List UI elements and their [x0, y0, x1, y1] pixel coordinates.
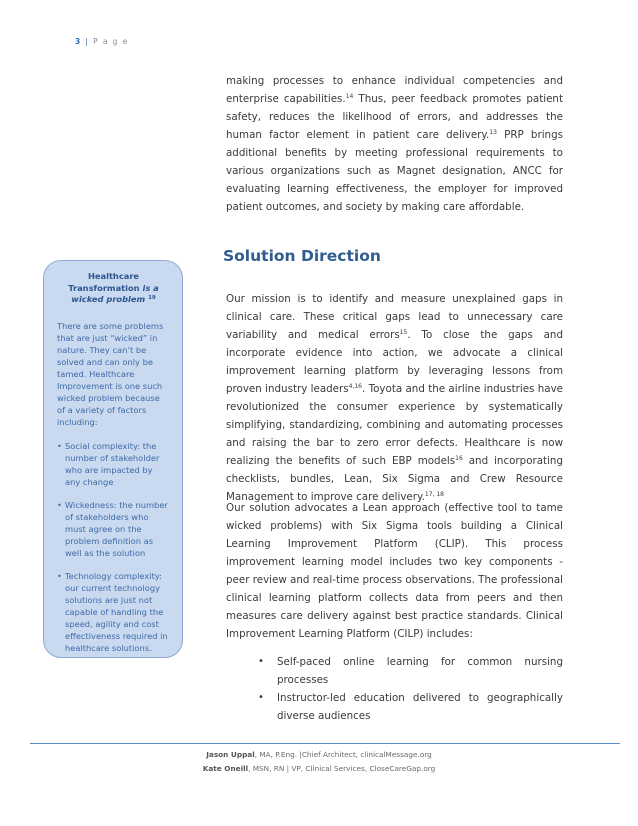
solution-text: Our solution advocates a Lean approach (effective tool to tame wicked problems) with Six Sigma tools building a Clinical Learning Improvement Platform (CLIP). This process improvement learning model includes two key components - peer review and real-time process observations. The professional clinical learning platform collects data from peers and then measures care delivery against best practice standards. Clinical Improvement Learning Platform (CILP) includes: [226, 502, 563, 640]
footer-line-author-2 [0, 764, 638, 773]
cilp-bullet-list [256, 653, 563, 725]
bullet-icon: • [57, 440, 62, 451]
list-item-text: Social complexity: the number of stakeholder who are impacted by any change [65, 440, 160, 487]
intro-text-3: PRP brings additional benefits by meeting professional requirements to various organizations such as Magnet designation, ANCC for evaluating learning effectiveness, the employer for improved patient outcomes, and society by making care affordable. [226, 129, 563, 213]
citation: 19 [148, 295, 156, 301]
author-details: , MA, P.Eng. |Chief Architect, clinicalMessage.org [254, 750, 432, 759]
mission-text-1: Our mission is to identify and measure unexplained gaps in clinical care. These critical gaps lead to unnecessary care variability and medical errors [226, 293, 563, 341]
author-details: , MSN, RN | VP, Clinical Services, CloseCareGap.org [248, 764, 436, 773]
sidebar-title [57, 271, 170, 306]
sidebar-title-emphasis: is a wicked problem [71, 282, 159, 304]
list-item-text: Wickedness: the number of stakeholders who must agree on the problem definition as well as the solution [65, 499, 168, 558]
list-item-text: Technology complexity: our current technology solutions are just not capable of handling the speed, agility and cost effectiveness required in healthcare solutions. [65, 570, 168, 653]
footer-line-author-1 [0, 750, 638, 759]
citation: 16 [455, 455, 463, 462]
bullet-icon: • [57, 570, 62, 581]
sidebar-paragraph: There are some problems that are just “wicked” in nature. They can’t be solved and can only be tamed. Healthcare Improvement is one such wicked problem because of a variety of factors including: [57, 320, 164, 427]
list-item [256, 653, 563, 689]
mission-text-2: . To close the gaps and incorporate evidence into action, we advocate a clinical improvement learning platform by leveraging lessons from proven industry leaders [226, 329, 563, 395]
mission-paragraph [226, 290, 563, 506]
section-heading: Solution Direction [223, 247, 381, 265]
list-item-text: Instructor-led education delivered to geographically diverse audiences [277, 692, 563, 722]
sidebar-title-main: Healthcare Transformation [68, 271, 143, 293]
citation: 14 [345, 93, 354, 100]
intro-paragraph [226, 72, 563, 216]
sidebar-callout [43, 260, 183, 658]
bullet-icon: • [57, 499, 62, 510]
list-item [57, 440, 170, 488]
citation: 15 [399, 329, 408, 336]
bullet-icon: • [258, 692, 264, 703]
list-item [57, 570, 170, 654]
sidebar-bullet-list [57, 440, 170, 654]
citation: 4,16 [348, 383, 362, 390]
page-label: P a g e [93, 37, 129, 46]
citation: 17, 18 [424, 491, 444, 498]
mission-text-4: and incorporating checklists, bundles, Lean, Six Sigma and Crew Resource Management to improve care delivery. [226, 455, 563, 503]
intro-text-1: making processes to enhance individual competencies and enterprise capabilities. [226, 75, 563, 105]
list-item [57, 499, 170, 559]
citation: 13 [489, 129, 497, 136]
author-name: Jason Uppal [206, 750, 255, 759]
author-name: Kate Oneill [202, 764, 249, 773]
mission-text-3: . Toyota and the airline industries have revolutionized the consumer experience by systematically simplifying, standardizing, combining and automating processes and raising the bar to zero error defects. Healthcare is now realizing the benefits of such EBP models [226, 383, 563, 467]
page-number: 3 [75, 37, 82, 46]
list-item [256, 689, 563, 725]
footer-divider [30, 743, 620, 744]
page-separator: | [85, 37, 90, 46]
page-header [75, 37, 129, 46]
list-item-text: Self-paced online learning for common nursing processes [277, 656, 563, 686]
bullet-icon: • [258, 656, 264, 667]
solution-paragraph [226, 499, 563, 643]
intro-text-2: Thus, peer feedback promotes patient safety, reduces the likelihood of errors, and addresses the human factor element in patient care delivery. [226, 93, 563, 141]
